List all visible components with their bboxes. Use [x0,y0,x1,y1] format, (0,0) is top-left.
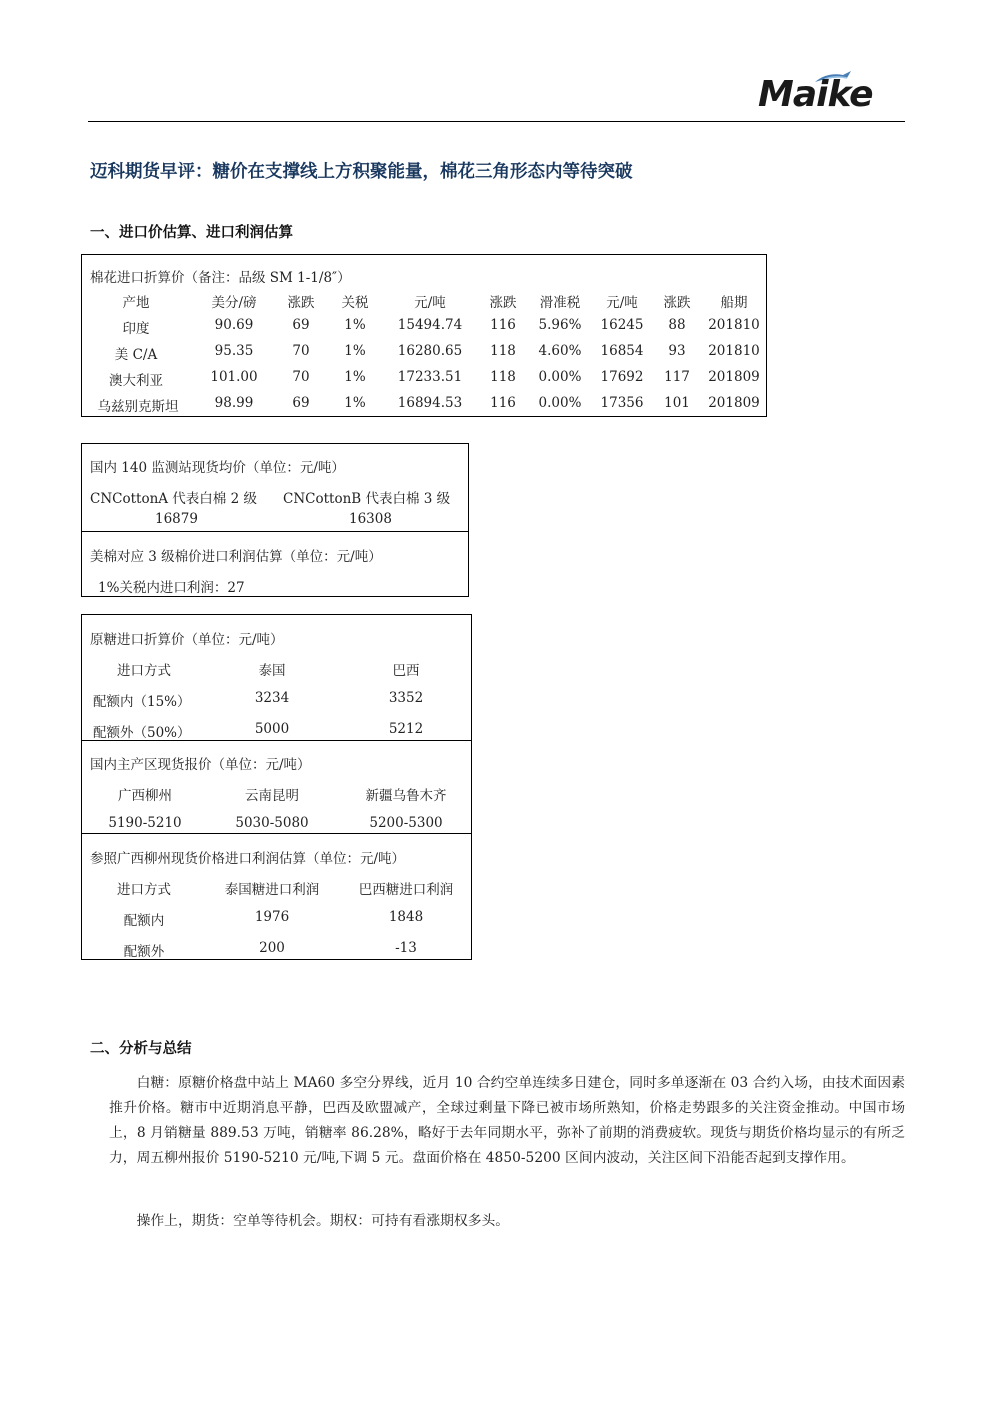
table-cell: 5000 [254,721,290,737]
cotton-import-caption: 棉花进口折算价（备注：品级 SM 1-1/8″） [90,270,351,286]
table-cell: 5190-5210 [108,815,182,831]
table-cell: 乌兹别克斯坦 [97,399,179,415]
table-cell: 配额内（15%） [93,694,191,710]
table-cell: 118 [490,369,516,385]
table-cell: 117 [664,369,690,385]
table-header: 涨跌 [489,295,517,311]
sugar-tables [81,614,472,960]
table-cell: 118 [490,343,516,359]
table-cell: 101.00 [210,369,258,385]
cncotton-a-value: 16879 [155,511,198,527]
table-header: 产地 [122,295,150,311]
table-cell: 美 C/A [114,347,158,363]
table-cell: 1% [344,395,366,411]
table-cell: 70 [292,369,310,385]
table-header: 云南昆明 [245,788,299,804]
cotton-domestic-table [81,443,469,597]
table-cell: 69 [292,317,310,333]
logo-text: Maike [758,74,873,115]
table-cell: -13 [395,940,417,956]
cncotton-a-label: CNCottonA 代表白棉 2 级 [90,491,257,507]
cotton-import-table [81,254,767,417]
table-cell: 201810 [708,317,760,333]
table-cell: 配额外 [123,944,165,960]
operation-paragraph: 操作上，期货：空单等待机会。期权：可持有看涨期权多头。 [136,1213,510,1229]
operation-body [109,1209,905,1234]
cotton-profit-value: 1%关税内进口利润：27 [98,580,245,596]
table-cell: 88 [668,317,686,333]
table-cell: 70 [292,343,310,359]
cotton-domestic-caption: 国内 140 监测站现货均价（单位：元/吨） [90,460,345,476]
table-cell: 3352 [388,690,424,706]
table-header: 涨跌 [287,295,315,311]
table-cell: 1976 [254,909,290,925]
table-cell: 17233.51 [397,369,463,385]
header-rule [88,121,905,122]
table-cell: 15494.74 [397,317,463,333]
table-cell: 98.99 [214,395,254,411]
table-cell: 201809 [708,395,760,411]
row-divider [82,531,468,532]
table-cell: 93 [668,343,686,359]
table-cell: 17692 [600,369,644,385]
table-header: 元/吨 [414,295,446,311]
table-cell: 澳大利亚 [109,373,163,389]
table-header: 广西柳州 [118,788,172,804]
sugar-spot-caption: 国内主产区现货报价（单位：元/吨） [90,757,311,773]
table-header: 泰国 [258,663,286,679]
row-divider [82,833,471,834]
table-cell: 201809 [708,369,760,385]
row-divider [82,740,471,741]
table-header: 关税 [341,295,369,311]
table-cell: 0.00% [538,369,582,385]
table-header: 巴西糖进口利润 [358,882,454,898]
cncotton-b-label: CNCottonB 代表白棉 3 级 [283,491,451,507]
table-header: 滑准税 [539,295,581,311]
table-header: 进口方式 [117,882,171,898]
sugar-profit-caption: 参照广西柳州现货价格进口利润估算（单位：元/吨） [90,851,406,867]
table-cell: 5030-5080 [235,815,309,831]
table-cell: 5200-5300 [369,815,443,831]
cotton-profit-caption: 美棉对应 3 级棉价进口利润估算（单位：元/吨） [90,549,382,565]
table-cell: 0.00% [538,395,582,411]
table-cell: 90.69 [214,317,254,333]
table-cell: 16245 [600,317,644,333]
table-cell: 16280.65 [397,343,463,359]
table-cell: 95.35 [214,343,254,359]
table-cell: 1% [344,317,366,333]
table-cell: 3234 [254,690,290,706]
table-header: 船期 [720,295,748,311]
table-header: 新疆乌鲁木齐 [365,788,447,804]
table-cell: 配额外（50%） [93,725,191,741]
table-header: 进口方式 [117,663,171,679]
table-cell: 101 [664,395,690,411]
table-header: 涨跌 [663,295,691,311]
table-cell: 116 [490,395,516,411]
page-title: 迈科期货早评：糖价在支撑线上方积聚能量，棉花三角形态内等待突破 [90,162,633,182]
table-cell: 印度 [122,321,150,337]
table-cell: 1% [344,369,366,385]
table-cell: 17356 [600,395,644,411]
table-cell: 116 [490,317,516,333]
table-cell: 5.96% [538,317,582,333]
table-cell: 200 [259,940,285,956]
table-cell: 201810 [708,343,760,359]
table-cell: 4.60% [538,343,582,359]
table-header: 美分/磅 [211,295,257,311]
sugar-import-caption: 原糖进口折算价（单位：元/吨） [90,632,284,648]
maike-logo [755,70,895,118]
section1-heading: 一、进口价估算、进口利润估算 [90,225,293,241]
table-cell: 69 [292,395,310,411]
table-header: 元/吨 [606,295,638,311]
table-cell: 1848 [388,909,424,925]
cncotton-b-value: 16308 [349,511,392,527]
table-header: 巴西 [392,663,420,679]
section2-heading: 二、分析与总结 [90,1041,192,1057]
analysis-paragraph: 白糖：原糖价格盘中站上 MA60 多空分界线，近月 10 合约空单连续多日建仓，同时多单逐渐在 03 合约入场，由技术面因素推升价格。糖市中近期消息平静，巴西及欧盟减产，全球过剩量下降已被市场所熟知，价格走势跟多的关注资金推动。中国市场上，8 月销糖量 889.53 万吨，销糖率 86.28%，略好于去年同期水平，弥补了前期的消费疲软。现货与期货价格均显示的有所乏力，周五柳州报价 5190-5210 元/吨,下调 5 元。盘面价格在 4850-5200 区间内波动，关注区间下沿能否起到支撑作用。 [109,1075,905,1166]
table-cell: 16894.53 [397,395,463,411]
table-header: 泰国糖进口利润 [224,882,320,898]
table-cell: 16854 [600,343,644,359]
analysis-body [109,1071,905,1171]
table-cell: 5212 [388,721,424,737]
table-cell: 配额内 [123,913,165,929]
table-cell: 1% [344,343,366,359]
